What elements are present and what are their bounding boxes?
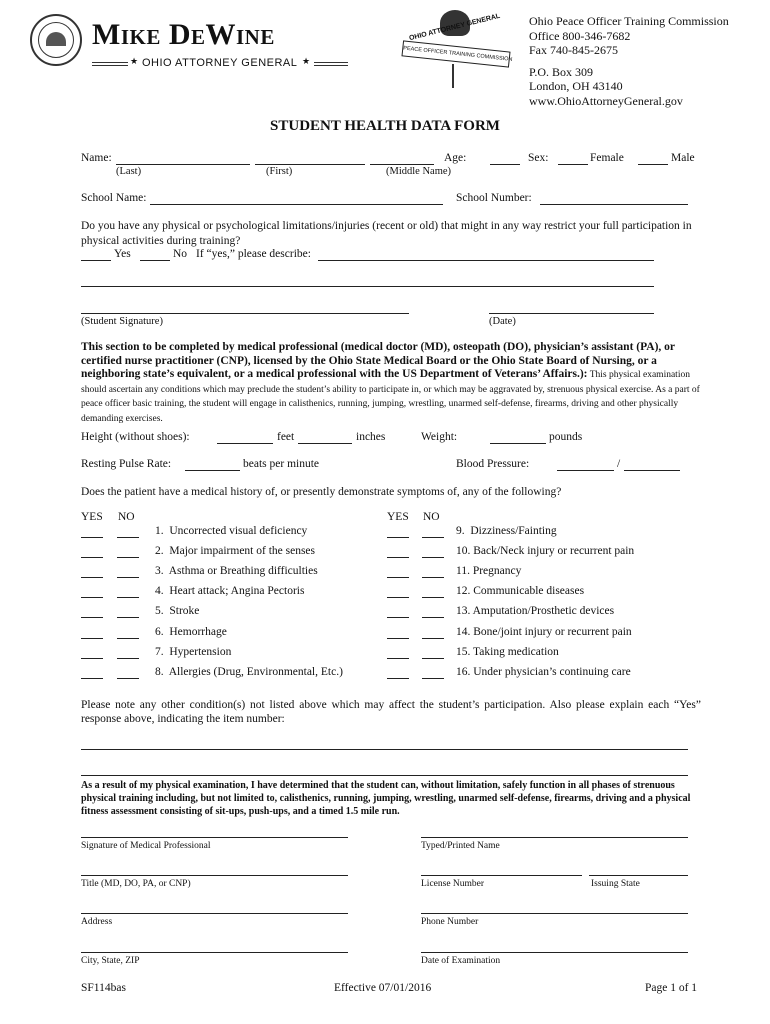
condition-yes-field[interactable]: [387, 577, 409, 578]
condition-yes-field[interactable]: [387, 638, 409, 639]
ohio-seal-icon: [30, 14, 82, 66]
condition-yes-field[interactable]: [387, 678, 409, 679]
condition-no-field[interactable]: [117, 658, 139, 659]
male-field[interactable]: [638, 164, 668, 165]
peace-officer-badge-icon: [400, 10, 513, 90]
yes-label: Yes: [114, 248, 131, 260]
middle-name-field[interactable]: [370, 164, 434, 165]
city-state-zip: London, OH 43140: [529, 79, 623, 93]
condition-no-field[interactable]: [117, 537, 139, 538]
website-link[interactable]: www.OhioAttorneyGeneral.gov: [529, 93, 683, 108]
condition-item: 3. Asthma or Breathing difficulties: [155, 565, 318, 578]
condition-no-field[interactable]: [422, 678, 444, 679]
po-box: P.O. Box 309: [529, 64, 594, 79]
school-number-label: School Number:: [456, 192, 532, 204]
student-date-field[interactable]: [489, 313, 654, 314]
male-label: Male: [671, 152, 695, 164]
inches-field[interactable]: [298, 443, 352, 444]
title-label: Title (MD, DO, PA, or CNP): [81, 879, 191, 889]
logo-subtitle: OHIO ATTORNEY GENERAL: [142, 57, 298, 69]
medical-signature-field[interactable]: [81, 837, 348, 838]
condition-no-field[interactable]: [422, 638, 444, 639]
limitations-question: Do you have any physical or psychological limitations/injuries (recent or old) that might in any way restrict your full participation in physical activities during training?: [81, 220, 692, 247]
condition-no-field[interactable]: [117, 557, 139, 558]
issuing-state-field[interactable]: [589, 875, 688, 876]
other-conditions-text: Please note any other condition(s) not listed above which may affect the student’s participation. Also please explain each “Yes” response above, indicating the item number:: [81, 699, 701, 725]
condition-item: 16. Under physician’s continuing care: [456, 665, 631, 678]
condition-item: 10. Back/Neck injury or recurrent pain: [456, 545, 635, 558]
name-label: Name:: [81, 152, 112, 164]
condition-yes-field[interactable]: [81, 658, 103, 659]
weight-label: Weight:: [421, 431, 458, 443]
address-field[interactable]: [81, 913, 348, 914]
condition-yes-field[interactable]: [81, 638, 103, 639]
condition-item: 15. Taking medication: [456, 645, 559, 658]
condition-item: 4. Heart attack; Angina Pectoris: [155, 585, 305, 598]
other-conditions-field[interactable]: [81, 749, 688, 750]
medical-intro: [81, 341, 701, 426]
last-label: (Last): [116, 166, 142, 177]
exam-date-label: Date of Examination: [421, 956, 501, 966]
condition-item: 2. Major impairment of the senses: [155, 545, 316, 558]
medical-intro-normal: This physical examination should ascertain any conditions which may preclude the student’s ability to participate in, or which may be aggravated by, strenuous physical exercise. As a part of peace officer basic training, the student will engage in calisthenics, running, jumping, wrestling, unarmed self-defense, firearms, driving and other physically demanding exercises.: [81, 370, 700, 424]
height-label: Height (without shoes):: [81, 431, 190, 443]
condition-no-field[interactable]: [422, 537, 444, 538]
issuing-state-label: Issuing State: [591, 879, 640, 889]
condition-no-field[interactable]: [117, 638, 139, 639]
pulse-field[interactable]: [185, 470, 240, 471]
no-column-left: NO: [118, 511, 135, 523]
condition-item: 9. Dizziness/Fainting: [456, 525, 557, 537]
address-label: Address: [81, 917, 113, 927]
bp-systolic-field[interactable]: [557, 470, 614, 471]
effective-date: Effective 07/01/2016: [334, 982, 432, 994]
feet-field[interactable]: [217, 443, 273, 444]
condition-yes-field[interactable]: [81, 557, 103, 558]
logo-name: Mike DeWine: [92, 18, 275, 51]
school-name-field[interactable]: [150, 204, 443, 205]
star-icon: ★: [302, 56, 311, 66]
yes-column-right: YES: [387, 511, 409, 523]
condition-yes-field[interactable]: [387, 617, 409, 618]
condition-yes-field[interactable]: [81, 678, 103, 679]
condition-no-field[interactable]: [422, 557, 444, 558]
condition-no-field[interactable]: [422, 597, 444, 598]
yes-column-left: YES: [81, 511, 103, 523]
condition-no-field[interactable]: [117, 597, 139, 598]
typed-name-field[interactable]: [421, 837, 688, 838]
no-field[interactable]: [140, 260, 170, 261]
describe-field[interactable]: [318, 260, 654, 261]
condition-no-field[interactable]: [422, 577, 444, 578]
condition-item: 12. Communicable diseases: [456, 585, 585, 598]
middle-label: (Middle Name): [386, 166, 452, 177]
exam-date-field[interactable]: [421, 952, 688, 953]
describe-field-2[interactable]: [81, 286, 654, 287]
history-question: Does the patient have a medical history of, or presently demonstrate symptoms of, any of the following?: [81, 486, 562, 498]
pounds-label: pounds: [549, 431, 583, 443]
condition-yes-field[interactable]: [387, 537, 409, 538]
condition-yes-field[interactable]: [387, 557, 409, 558]
student-signature-label: (Student Signature): [81, 316, 163, 327]
first-name-field[interactable]: [255, 164, 365, 165]
if-yes-label: If “yes,” please describe:: [196, 248, 311, 260]
inches-label: inches: [356, 431, 386, 443]
condition-item: 6. Hemorrhage: [155, 625, 227, 638]
weight-field[interactable]: [490, 443, 546, 444]
condition-yes-field[interactable]: [387, 597, 409, 598]
school-number-field[interactable]: [540, 204, 688, 205]
condition-item: 14. Bone/joint injury or recurrent pain: [456, 625, 632, 638]
condition-item: 7. Hypertension: [155, 645, 232, 658]
no-column-right: NO: [423, 511, 440, 523]
license-label: License Number: [421, 879, 485, 889]
address-block: [529, 14, 729, 108]
form-title: STUDENT HEALTH DATA FORM: [270, 118, 500, 134]
condition-no-field[interactable]: [422, 617, 444, 618]
bp-separator: /: [617, 458, 621, 470]
form-id: SF114bas: [81, 982, 126, 994]
yes-field[interactable]: [81, 260, 111, 261]
office-phone: Office 800-346-7682: [529, 28, 631, 43]
phone-label: Phone Number: [421, 917, 479, 927]
condition-item: 11. Pregnancy: [456, 565, 522, 578]
fax-number: Fax 740-845-2675: [529, 43, 618, 57]
sex-label: Sex:: [528, 152, 549, 164]
no-label: No: [173, 248, 188, 260]
condition-yes-field[interactable]: [387, 658, 409, 659]
age-field[interactable]: [490, 164, 520, 165]
feet-label: feet: [277, 431, 295, 443]
badge-ribbon: PEACE OFFICER TRAINING COMMISSION: [401, 40, 510, 67]
city-state-zip-label: City, State, ZIP: [81, 956, 140, 966]
first-label: (First): [266, 166, 293, 177]
condition-yes-field[interactable]: [81, 577, 103, 578]
condition-yes-field[interactable]: [81, 617, 103, 618]
condition-item: 8. Allergies (Drug, Environmental, Etc.): [155, 665, 343, 678]
student-date-label: (Date): [489, 316, 516, 327]
last-name-field[interactable]: [116, 164, 250, 165]
condition-no-field[interactable]: [117, 577, 139, 578]
condition-no-field[interactable]: [117, 678, 139, 679]
condition-item: 1. Uncorrected visual deficiency: [155, 525, 308, 537]
condition-no-field[interactable]: [422, 658, 444, 659]
condition-item: 5. Stroke: [155, 605, 200, 618]
badge-arc-text: OHIO ATTORNEY GENERAL: [408, 12, 501, 43]
city-state-zip-field[interactable]: [81, 952, 348, 953]
pulse-label: Resting Pulse Rate:: [81, 458, 172, 470]
bpm-label: beats per minute: [243, 458, 320, 470]
commission-name: Ohio Peace Officer Training Commission: [529, 14, 729, 28]
female-field[interactable]: [558, 164, 588, 165]
medical-signature-label: Signature of Medical Professional: [81, 841, 211, 851]
phone-field[interactable]: [421, 913, 688, 914]
school-name-label: School Name:: [81, 192, 147, 204]
bp-label: Blood Pressure:: [456, 458, 530, 470]
medical-intro-bold: This section to be completed by medical professional (medical doctor (MD), osteopath (DO), physician’s assistant (PA), or certified nurse practitioner (CNP), licensed by the Ohio State Medical Board or the Ohio State Board of Nursing, or a neighboring state’s equivalent, or a medical professional with the US Department of Veterans’ Affairs.):: [81, 341, 675, 380]
star-icon: ★: [130, 56, 139, 66]
page-number: Page 1 of 1: [645, 982, 698, 994]
typed-name-label: Typed/Printed Name: [421, 841, 500, 851]
condition-yes-field[interactable]: [81, 537, 103, 538]
other-conditions-field-2[interactable]: [81, 775, 688, 776]
certification-text: As a result of my physical examination, I have determined that the student can, without limitation, safely function in all phases of strenuous physical training including, but not limited to, calisthenics, running, jumping, wrestling, unarmed self-defense, firearms, driving and a physical fitness assessment consisting of sit-ups, push-ups, and a timed 1.5 mile run.: [81, 780, 691, 817]
license-field[interactable]: [421, 875, 582, 876]
female-label: Female: [590, 152, 624, 164]
title-field[interactable]: [81, 875, 348, 876]
condition-no-field[interactable]: [117, 617, 139, 618]
header: [0, 0, 770, 110]
age-label: Age:: [444, 152, 467, 164]
condition-yes-field[interactable]: [81, 597, 103, 598]
bp-diastolic-field[interactable]: [624, 470, 680, 471]
student-signature-field[interactable]: [81, 313, 409, 314]
condition-item: 13. Amputation/Prosthetic devices: [456, 605, 615, 618]
